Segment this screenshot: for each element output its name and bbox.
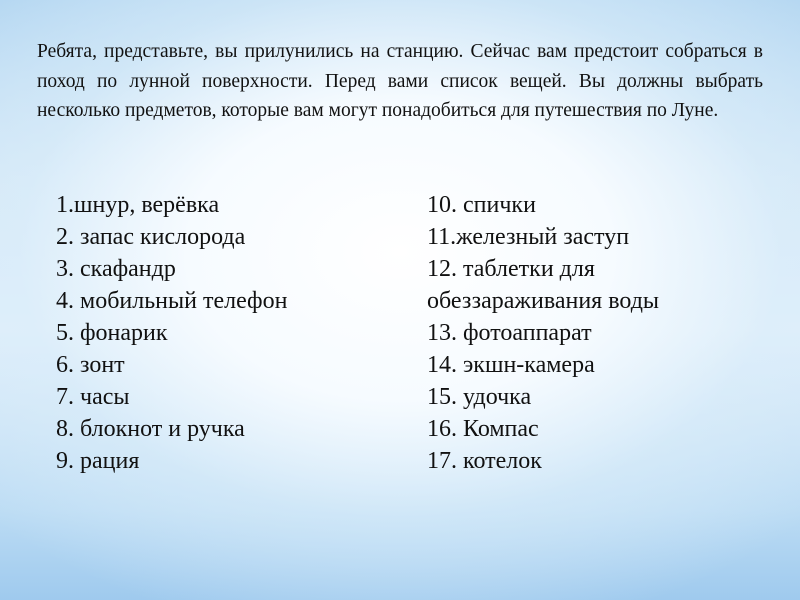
list-item: 3. скафандр bbox=[56, 256, 176, 282]
list-item: 1.шнур, верёвка bbox=[56, 192, 220, 218]
items-list-right bbox=[427, 189, 767, 477]
list-item: 11.железный заступ bbox=[427, 224, 630, 250]
list-item: обеззараживания воды bbox=[427, 288, 660, 314]
list-item: 16. Компас bbox=[427, 416, 539, 442]
items-list-left bbox=[56, 189, 396, 477]
list-item: 5. фонарик bbox=[56, 320, 168, 346]
list-item: 14. экшн-камера bbox=[427, 352, 595, 378]
list-item: 10. спички bbox=[427, 192, 536, 218]
list-item: 4. мобильный телефон bbox=[56, 288, 288, 314]
list-item: 2. запас кислорода bbox=[56, 224, 246, 250]
list-item: 17. котелок bbox=[427, 448, 542, 474]
intro-paragraph: Ребята, представьте, вы прилунились на станцию. Сейчас вам предстоит собраться в поход по лунной поверхности. Перед вами список вещей. Вы должны выбрать несколько предметов, которые вам могут понадобиться для путешествия по Луне. bbox=[37, 41, 763, 121]
list-item: 12. таблетки для bbox=[427, 256, 595, 282]
list-item: 8. блокнот и ручка bbox=[56, 416, 245, 442]
list-item: 6. зонт bbox=[56, 352, 125, 378]
list-item: 7. часы bbox=[56, 384, 130, 410]
list-item: 15. удочка bbox=[427, 384, 532, 410]
list-item: 13. фотоаппарат bbox=[427, 320, 592, 346]
list-item: 9. рация bbox=[56, 448, 140, 474]
